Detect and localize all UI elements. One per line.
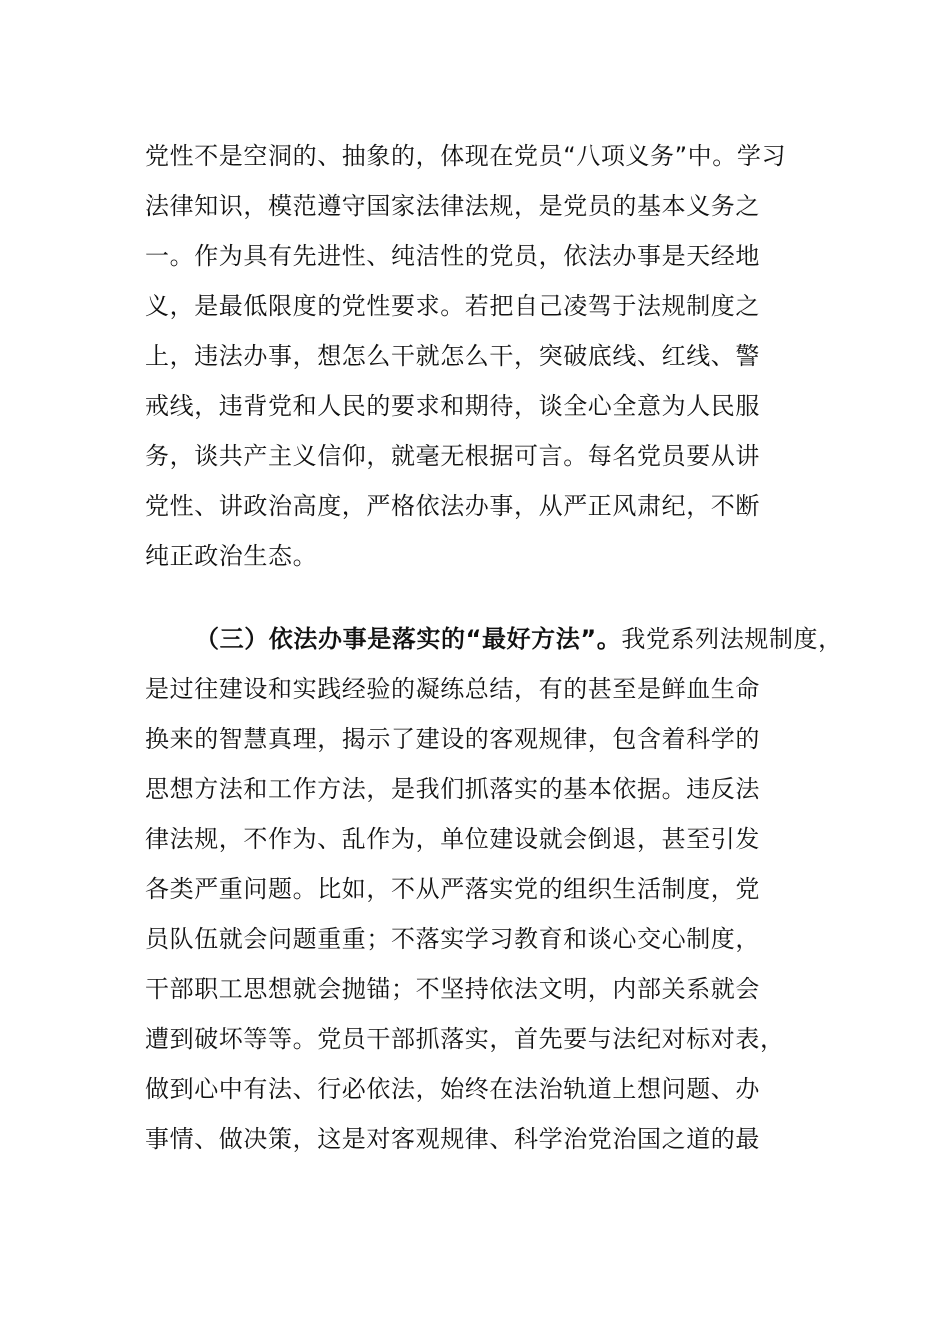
paragraph-line: 律法规，不作为、乱作为，单位建设就会倒退，甚至引发 [145, 825, 760, 853]
paragraph-2 [145, 614, 845, 1164]
paragraph-line: 务，谈共产主义信仰，就毫无根据可言。每名党员要从讲 [145, 442, 760, 470]
paragraph-line: 法律知识，模范遵守国家法律法规，是党员的基本义务之 [145, 192, 760, 220]
paragraph-1 [145, 131, 845, 581]
paragraph-line: 事情、做决策，这是对客观规律、科学治党治国之道的最 [145, 1125, 760, 1153]
paragraph-line: 干部职工思想就会抛锚；不坚持依法文明，内部关系就会 [145, 975, 760, 1003]
section-heading: （三）依法办事是落实的“最好方法”。 [195, 625, 622, 653]
paragraph-line: 各类严重问题。比如，不从严落实党的组织生活制度，党 [145, 875, 760, 903]
heading-continuation: 我党系列法规制度， [621, 625, 843, 653]
paragraph-line: 党性不是空洞的、抽象的，体现在党员“八项义务”中。学习 [145, 142, 787, 170]
paragraph-first-line [145, 614, 845, 664]
paragraph-line: 上，违法办事，想怎么干就怎么干，突破底线、红线、警 [145, 342, 760, 370]
paragraph-line: 戒线，违背党和人民的要求和期待，谈全心全意为人民服 [145, 392, 760, 420]
paragraph-line: 是过往建设和实践经验的凝练总结，有的甚至是鲜血生命 [145, 675, 760, 703]
paragraph-line: 遭到破坏等等。党员干部抓落实，首先要与法纪对标对表， [145, 1025, 785, 1053]
paragraph-line: 思想方法和工作方法，是我们抓落实的基本依据。违反法 [145, 775, 760, 803]
paragraph-line: 换来的智慧真理，揭示了建设的客观规律，包含着科学的 [145, 725, 760, 753]
paragraph-line: 纯正政治生态。 [145, 542, 318, 570]
paragraph-line: 做到心中有法、行必依法，始终在法治轨道上想问题、办 [145, 1075, 760, 1103]
paragraph-line: 义，是最低限度的党性要求。若把自己凌驾于法规制度之 [145, 292, 760, 320]
paragraph-line: 党性、讲政治高度，严格依法办事，从严正风肃纪，不断 [145, 492, 760, 520]
paragraph-line: 一。作为具有先进性、纯洁性的党员，依法办事是天经地 [145, 242, 760, 270]
paragraph-line: 员队伍就会问题重重；不落实学习教育和谈心交心制度， [145, 925, 760, 953]
